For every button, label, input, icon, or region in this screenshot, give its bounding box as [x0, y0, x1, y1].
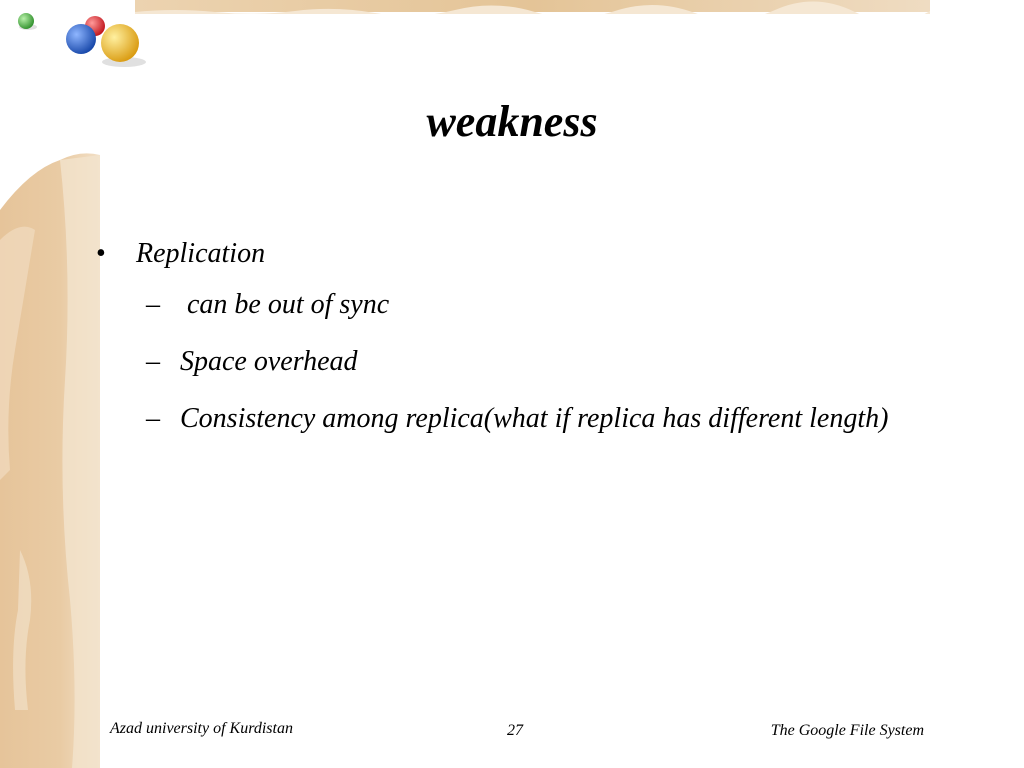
bullet-text: Replication [136, 238, 266, 269]
footer-page-number: 27 [507, 722, 523, 739]
sub-bullet-item [96, 390, 1016, 447]
sub-bullet-marker: – [146, 403, 160, 434]
bullet-marker: • [96, 238, 106, 269]
sub-bullet-marker: – [146, 346, 160, 377]
sub-bullet-marker: – [146, 289, 160, 320]
footer-presentation-title: The Google File System [770, 722, 924, 739]
sub-bullet-text: can be out of sync [180, 289, 390, 320]
bullet-list [96, 232, 1016, 447]
left-decorative-texture [0, 150, 100, 768]
slide-title: weakness [426, 97, 598, 146]
green-ball-icon [18, 13, 34, 29]
footer-institution: Azad university of Kurdistan [110, 720, 293, 737]
sub-bullet-item [96, 333, 1016, 390]
sub-bullet-item [96, 276, 1016, 333]
sub-bullet-text: Space overhead [180, 346, 358, 377]
top-decorative-band [135, 0, 930, 14]
sub-bullet-text: Consistency among replica(what if replica has different length) [180, 403, 889, 434]
logo-balls [14, 10, 149, 70]
blue-ball-icon [66, 24, 96, 54]
bullet-item-replication [96, 232, 1016, 276]
yellow-ball-icon [101, 24, 139, 62]
